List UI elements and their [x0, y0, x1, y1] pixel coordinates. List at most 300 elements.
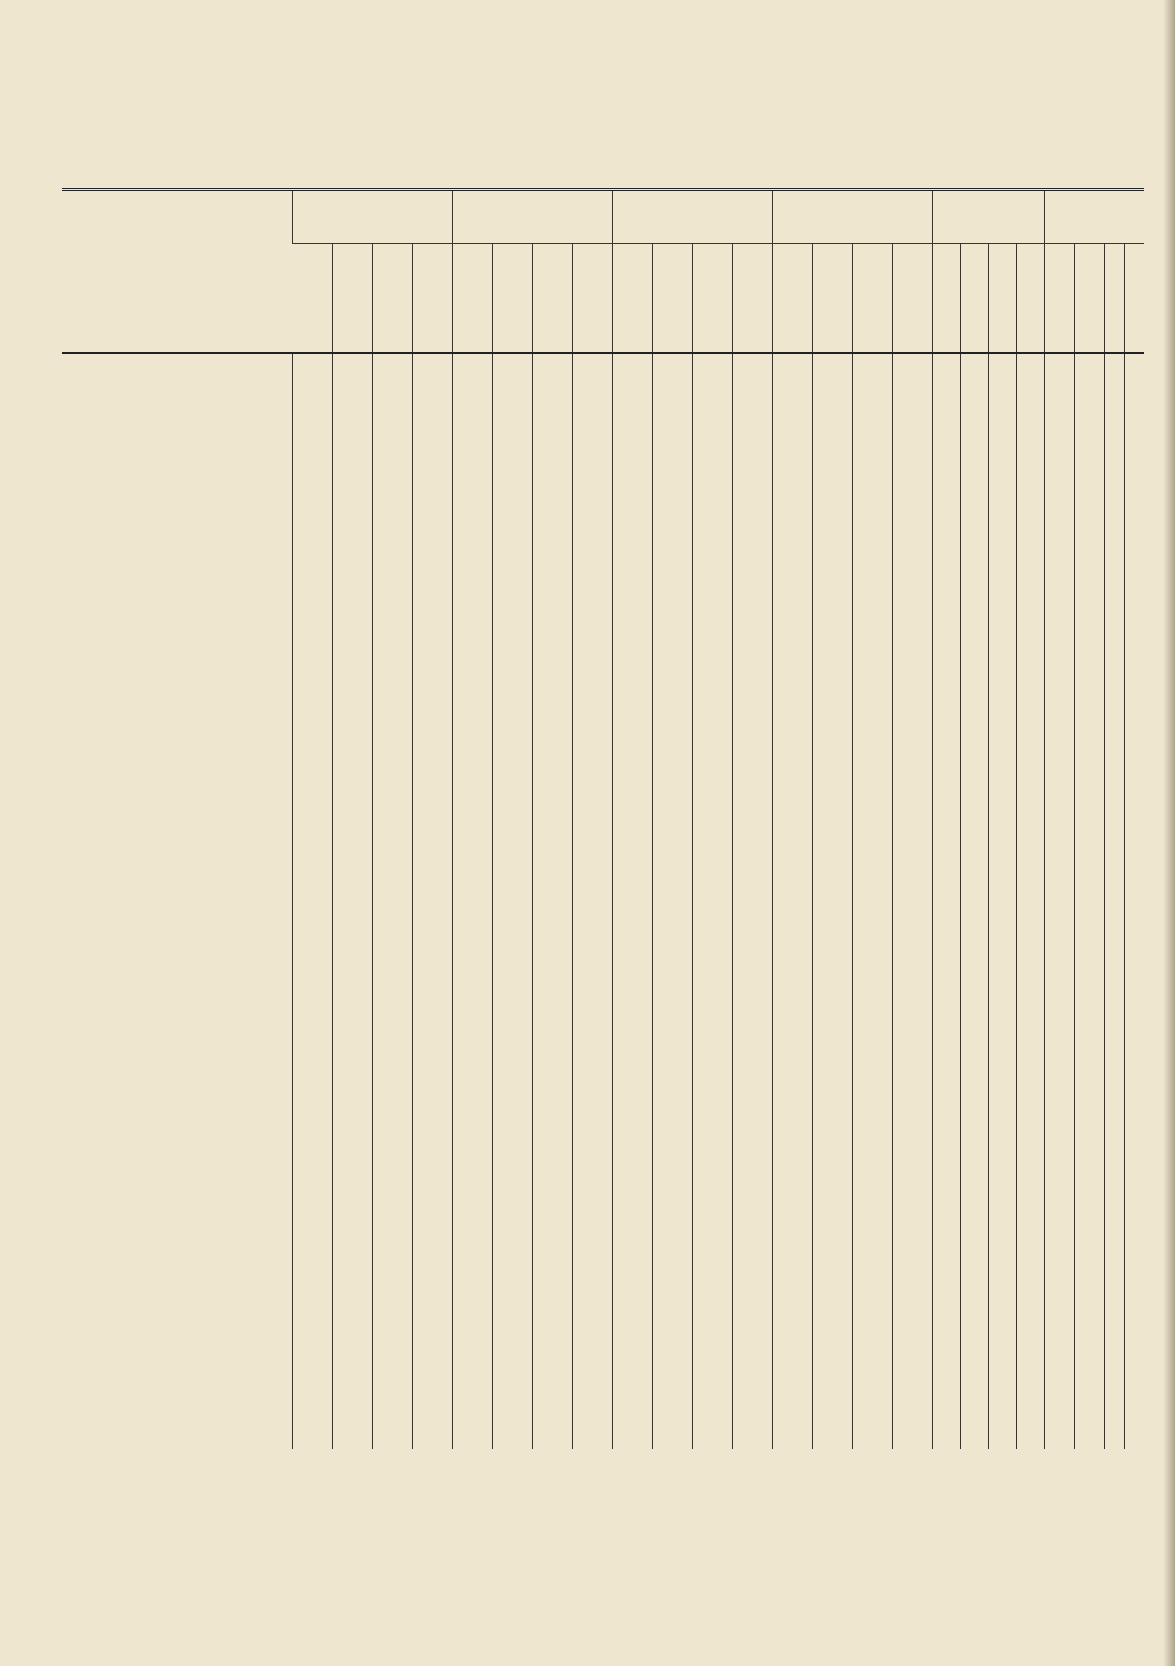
- value-cell: [1124, 1136, 1144, 1154]
- spacer-cell: [932, 728, 960, 768]
- empty-cell: [572, 414, 612, 432]
- value-cell: [452, 1119, 492, 1137]
- value-cell: [452, 1101, 492, 1119]
- spacer-cell: [1074, 823, 1104, 841]
- value-cell: [412, 1136, 452, 1154]
- spacer-cell: [692, 1399, 732, 1449]
- value-cell: [960, 876, 988, 894]
- disease-name: [62, 1119, 292, 1137]
- table-row: [62, 676, 1144, 694]
- disease-name: [62, 929, 292, 947]
- value-cell: [1044, 1259, 1074, 1277]
- value-cell: [292, 1154, 332, 1172]
- value-cell: [732, 536, 772, 554]
- value-cell: [452, 841, 492, 859]
- value-cell: [492, 1136, 532, 1154]
- value-cell: [1124, 1276, 1144, 1294]
- spacer-cell: [1104, 353, 1124, 414]
- value-cell: [372, 623, 412, 641]
- spacer-row: [62, 728, 1144, 768]
- value-cell: [452, 1276, 492, 1294]
- value-cell: [1124, 1381, 1144, 1399]
- value-cell: [572, 1206, 612, 1224]
- spacer-cell: [692, 786, 732, 806]
- value-cell: [812, 1346, 852, 1364]
- value-cell: [692, 466, 732, 484]
- value-cell: [932, 1311, 960, 1329]
- spacer-cell: [932, 946, 960, 964]
- value-cell: [932, 1294, 960, 1312]
- value-cell: [960, 1364, 988, 1382]
- empty-cell: [1104, 414, 1124, 432]
- value-cell: [1016, 553, 1044, 571]
- value-cell: [960, 841, 988, 859]
- value-cell: [652, 606, 692, 624]
- value-cell: [1104, 768, 1124, 786]
- spacer-cell: [772, 1063, 812, 1101]
- value-cell: [292, 1329, 332, 1347]
- value-cell: [612, 929, 652, 947]
- value-cell: [1104, 929, 1124, 947]
- spacer-cell: [572, 728, 612, 768]
- value-cell: [532, 876, 572, 894]
- spacer-cell: [772, 728, 812, 768]
- spacer-cell: [932, 982, 960, 1046]
- value-cell: [1124, 1311, 1144, 1329]
- value-cell: [1016, 483, 1044, 501]
- value-cell: [612, 1259, 652, 1277]
- value-cell: [732, 483, 772, 501]
- value-cell: [732, 1136, 772, 1154]
- value-cell: [960, 1241, 988, 1259]
- spacer-cell: [612, 786, 652, 806]
- spacer-cell: [892, 1063, 932, 1101]
- value-cell: [1044, 1136, 1074, 1154]
- value-cell: [932, 1136, 960, 1154]
- value-cell: [892, 623, 932, 641]
- value-cell: [332, 1329, 372, 1347]
- spacer-row: [62, 353, 1144, 414]
- value-cell: [732, 466, 772, 484]
- value-cell: [612, 1136, 652, 1154]
- value-cell: [1016, 1154, 1044, 1172]
- value-cell: [1074, 1136, 1104, 1154]
- spacer-cell: [988, 823, 1016, 841]
- value-cell: [292, 641, 332, 659]
- spacer-cell: [532, 1063, 572, 1101]
- spacer-cell: [452, 1399, 492, 1449]
- spacer-cell: [812, 946, 852, 964]
- value-cell: [332, 553, 372, 571]
- value-cell: [572, 1119, 612, 1137]
- spacer-cell: [772, 823, 812, 841]
- spacer-cell: [932, 353, 960, 414]
- value-cell: [812, 1276, 852, 1294]
- spacer-cell: [1044, 432, 1074, 466]
- value-cell: [452, 1136, 492, 1154]
- value-cell: [892, 1294, 932, 1312]
- spacer-cell: [812, 353, 852, 414]
- spacer-cell: [960, 1399, 988, 1449]
- spacer-row: [62, 982, 1144, 1046]
- value-cell: [988, 536, 1016, 554]
- value-cell: [772, 1206, 812, 1224]
- spacer-cell: [292, 432, 332, 466]
- value-cell: [612, 1311, 652, 1329]
- value-cell: [1016, 1241, 1044, 1259]
- value-cell: [852, 518, 892, 536]
- value-cell: [988, 623, 1016, 641]
- spacer-cell: [1074, 728, 1104, 768]
- value-cell: [532, 1189, 572, 1207]
- value-cell: [652, 1259, 692, 1277]
- value-cell: [572, 1364, 612, 1382]
- value-cell: [1104, 1241, 1124, 1259]
- spacer-cell: [960, 823, 988, 841]
- value-cell: [292, 483, 332, 501]
- subcolumn-header: [932, 244, 960, 354]
- value-cell: [1016, 1329, 1044, 1347]
- value-cell: [1074, 1329, 1104, 1347]
- value-cell: [1074, 1276, 1104, 1294]
- page-edge-shadow: [1163, 0, 1175, 1666]
- value-cell: [1016, 693, 1044, 711]
- value-cell: [492, 606, 532, 624]
- value-cell: [572, 1381, 612, 1399]
- value-cell: [692, 1101, 732, 1119]
- spacer-cell: [852, 1399, 892, 1449]
- spacer-cell: [532, 1399, 572, 1449]
- empty-cell: [492, 414, 532, 432]
- value-cell: [452, 676, 492, 694]
- value-cell: [652, 964, 692, 982]
- value-cell: [1044, 1154, 1074, 1172]
- value-cell: [532, 1329, 572, 1347]
- value-cell: [960, 1154, 988, 1172]
- value-cell: [652, 841, 692, 859]
- value-cell: [1104, 1381, 1124, 1399]
- empty-cell: [332, 1046, 372, 1064]
- value-cell: [692, 1241, 732, 1259]
- value-cell: [652, 1364, 692, 1382]
- value-cell: [612, 553, 652, 571]
- value-cell: [1044, 483, 1074, 501]
- value-cell: [812, 1329, 852, 1347]
- empty-cell: [332, 806, 372, 824]
- value-cell: [812, 1224, 852, 1242]
- value-cell: [892, 693, 932, 711]
- disease-name: [62, 1154, 292, 1172]
- value-cell: [612, 466, 652, 484]
- spacer-cell: [612, 982, 652, 1046]
- table-row: [62, 553, 1144, 571]
- empty-cell: [732, 1046, 772, 1064]
- value-cell: [452, 501, 492, 519]
- value-cell: [812, 1259, 852, 1277]
- value-cell: [532, 693, 572, 711]
- spacer-cell: [372, 728, 412, 768]
- value-cell: [1124, 876, 1144, 894]
- value-cell: [692, 518, 732, 536]
- empty-cell: [412, 414, 452, 432]
- value-cell: [452, 466, 492, 484]
- table-row: [62, 1241, 1144, 1259]
- value-cell: [692, 1154, 732, 1172]
- value-cell: [412, 1364, 452, 1382]
- value-cell: [892, 1276, 932, 1294]
- value-cell: [1016, 606, 1044, 624]
- spacer-cell: [652, 823, 692, 841]
- value-cell: [652, 1346, 692, 1364]
- value-cell: [932, 588, 960, 606]
- spacer-row: [62, 786, 1144, 806]
- group-header: [612, 190, 772, 244]
- value-cell: [892, 1189, 932, 1207]
- value-cell: [412, 768, 452, 786]
- value-cell: [812, 1171, 852, 1189]
- value-cell: [812, 1154, 852, 1172]
- empty-cell: [292, 414, 332, 432]
- value-cell: [1044, 1311, 1074, 1329]
- value-cell: [1124, 693, 1144, 711]
- spacer-cell: [62, 946, 292, 964]
- value-cell: [1124, 518, 1144, 536]
- value-cell: [772, 483, 812, 501]
- value-cell: [412, 553, 452, 571]
- value-cell: [1044, 553, 1074, 571]
- value-cell: [812, 606, 852, 624]
- value-cell: [652, 1381, 692, 1399]
- spacer-cell: [1124, 786, 1144, 806]
- subcolumn-header: [372, 244, 412, 354]
- value-cell: [1124, 929, 1144, 947]
- value-cell: [1104, 606, 1124, 624]
- value-cell: [1074, 894, 1104, 912]
- value-cell: [572, 1346, 612, 1364]
- value-cell: [1044, 1189, 1074, 1207]
- subcolumn-header: [1104, 244, 1124, 354]
- disease-name: [62, 1241, 292, 1259]
- spacer-cell: [1104, 786, 1124, 806]
- value-cell: [492, 929, 532, 947]
- value-cell: [412, 641, 452, 659]
- value-cell: [932, 641, 960, 659]
- value-cell: [932, 658, 960, 676]
- value-cell: [332, 894, 372, 912]
- value-cell: [852, 1224, 892, 1242]
- spacer-cell: [892, 786, 932, 806]
- value-cell: [692, 553, 732, 571]
- spacer-cell: [692, 946, 732, 964]
- table-row: [62, 483, 1144, 501]
- spacer-cell: [62, 432, 292, 466]
- value-cell: [1044, 929, 1074, 947]
- value-cell: [572, 606, 612, 624]
- value-cell: [492, 1119, 532, 1137]
- value-cell: [732, 1101, 772, 1119]
- value-cell: [1044, 588, 1074, 606]
- disease-name: [62, 466, 292, 484]
- subcolumn-header: [988, 244, 1016, 354]
- value-cell: [932, 1329, 960, 1347]
- value-cell: [652, 1276, 692, 1294]
- value-cell: [960, 768, 988, 786]
- spacer-cell: [772, 353, 812, 414]
- value-cell: [932, 1224, 960, 1242]
- value-cell: [772, 588, 812, 606]
- value-cell: [332, 1101, 372, 1119]
- value-cell: [1016, 676, 1044, 694]
- spacer-cell: [692, 1063, 732, 1101]
- value-cell: [452, 518, 492, 536]
- value-cell: [332, 501, 372, 519]
- value-cell: [772, 1241, 812, 1259]
- spacer-cell: [332, 728, 372, 768]
- value-cell: [1044, 911, 1074, 929]
- spacer-cell: [772, 1399, 812, 1449]
- spacer-cell: [1074, 1063, 1104, 1101]
- subcolumn-header: [292, 244, 332, 354]
- spacer-cell: [492, 432, 532, 466]
- empty-cell: [1016, 806, 1044, 824]
- empty-cell: [572, 806, 612, 824]
- value-cell: [1074, 1259, 1104, 1277]
- spacer-cell: [372, 823, 412, 841]
- value-cell: [772, 1294, 812, 1312]
- value-cell: [852, 553, 892, 571]
- value-cell: [532, 1346, 572, 1364]
- value-cell: [988, 1276, 1016, 1294]
- spacer-row: [62, 1063, 1144, 1101]
- value-cell: [988, 1364, 1016, 1382]
- value-cell: [452, 623, 492, 641]
- spacer-cell: [1044, 823, 1074, 841]
- value-cell: [932, 483, 960, 501]
- spacer-cell: [1124, 1063, 1144, 1101]
- table-row: [62, 1294, 1144, 1312]
- value-cell: [892, 768, 932, 786]
- value-cell: [332, 929, 372, 947]
- value-cell: [772, 623, 812, 641]
- value-cell: [452, 768, 492, 786]
- empty-cell: [988, 1046, 1016, 1064]
- spacer-cell: [732, 432, 772, 466]
- value-cell: [692, 841, 732, 859]
- value-cell: [492, 658, 532, 676]
- value-cell: [852, 1206, 892, 1224]
- value-cell: [1074, 1224, 1104, 1242]
- value-cell: [932, 1381, 960, 1399]
- value-cell: [960, 1259, 988, 1277]
- value-cell: [572, 571, 612, 589]
- value-cell: [772, 693, 812, 711]
- empty-cell: [732, 806, 772, 824]
- value-cell: [292, 911, 332, 929]
- value-cell: [1074, 1346, 1104, 1364]
- value-cell: [1044, 711, 1074, 729]
- value-cell: [292, 1119, 332, 1137]
- value-cell: [612, 841, 652, 859]
- value-cell: [292, 553, 332, 571]
- value-cell: [732, 1154, 772, 1172]
- empty-cell: [692, 414, 732, 432]
- table-row: [62, 1259, 1144, 1277]
- empty-cell: [292, 806, 332, 824]
- value-cell: [372, 929, 412, 947]
- value-cell: [732, 841, 772, 859]
- table-row: [62, 641, 1144, 659]
- value-cell: [988, 711, 1016, 729]
- empty-cell: [812, 414, 852, 432]
- spacer-cell: [572, 946, 612, 964]
- value-cell: [772, 911, 812, 929]
- value-cell: [1074, 693, 1104, 711]
- value-cell: [292, 1346, 332, 1364]
- disease-name: [62, 1364, 292, 1382]
- table-row: [62, 1206, 1144, 1224]
- value-cell: [1074, 466, 1104, 484]
- value-cell: [492, 501, 532, 519]
- value-cell: [892, 859, 932, 877]
- empty-cell: [652, 1046, 692, 1064]
- value-cell: [892, 711, 932, 729]
- value-cell: [732, 964, 772, 982]
- value-cell: [652, 571, 692, 589]
- spacer-cell: [612, 432, 652, 466]
- value-cell: [692, 641, 732, 659]
- spacer-cell: [412, 786, 452, 806]
- value-cell: [772, 1259, 812, 1277]
- empty-cell: [1074, 1046, 1104, 1064]
- value-cell: [1044, 536, 1074, 554]
- table-row: [62, 911, 1144, 929]
- spacer-cell: [892, 823, 932, 841]
- value-cell: [932, 518, 960, 536]
- subcolumn-header: [612, 244, 652, 354]
- value-cell: [372, 1381, 412, 1399]
- value-cell: [492, 1206, 532, 1224]
- spacer-cell: [292, 946, 332, 964]
- value-cell: [1016, 1311, 1044, 1329]
- total-label: [62, 964, 292, 982]
- value-cell: [772, 676, 812, 694]
- spacer-cell: [572, 353, 612, 414]
- value-cell: [692, 1329, 732, 1347]
- spacer-cell: [852, 982, 892, 1046]
- disease-name: [62, 1136, 292, 1154]
- value-cell: [960, 711, 988, 729]
- value-cell: [612, 768, 652, 786]
- value-cell: [852, 658, 892, 676]
- value-cell: [492, 1346, 532, 1364]
- spacer-cell: [812, 1063, 852, 1101]
- value-cell: [332, 588, 372, 606]
- value-cell: [572, 841, 612, 859]
- spacer-cell: [62, 728, 292, 768]
- value-cell: [772, 1381, 812, 1399]
- value-cell: [372, 1364, 412, 1382]
- spacer-cell: [852, 353, 892, 414]
- value-cell: [732, 929, 772, 947]
- value-cell: [1074, 964, 1104, 982]
- spacer-cell: [652, 786, 692, 806]
- value-cell: [652, 483, 692, 501]
- value-cell: [412, 1276, 452, 1294]
- value-cell: [960, 1189, 988, 1207]
- spacer-cell: [692, 982, 732, 1046]
- spacer-cell: [492, 823, 532, 841]
- value-cell: [652, 859, 692, 877]
